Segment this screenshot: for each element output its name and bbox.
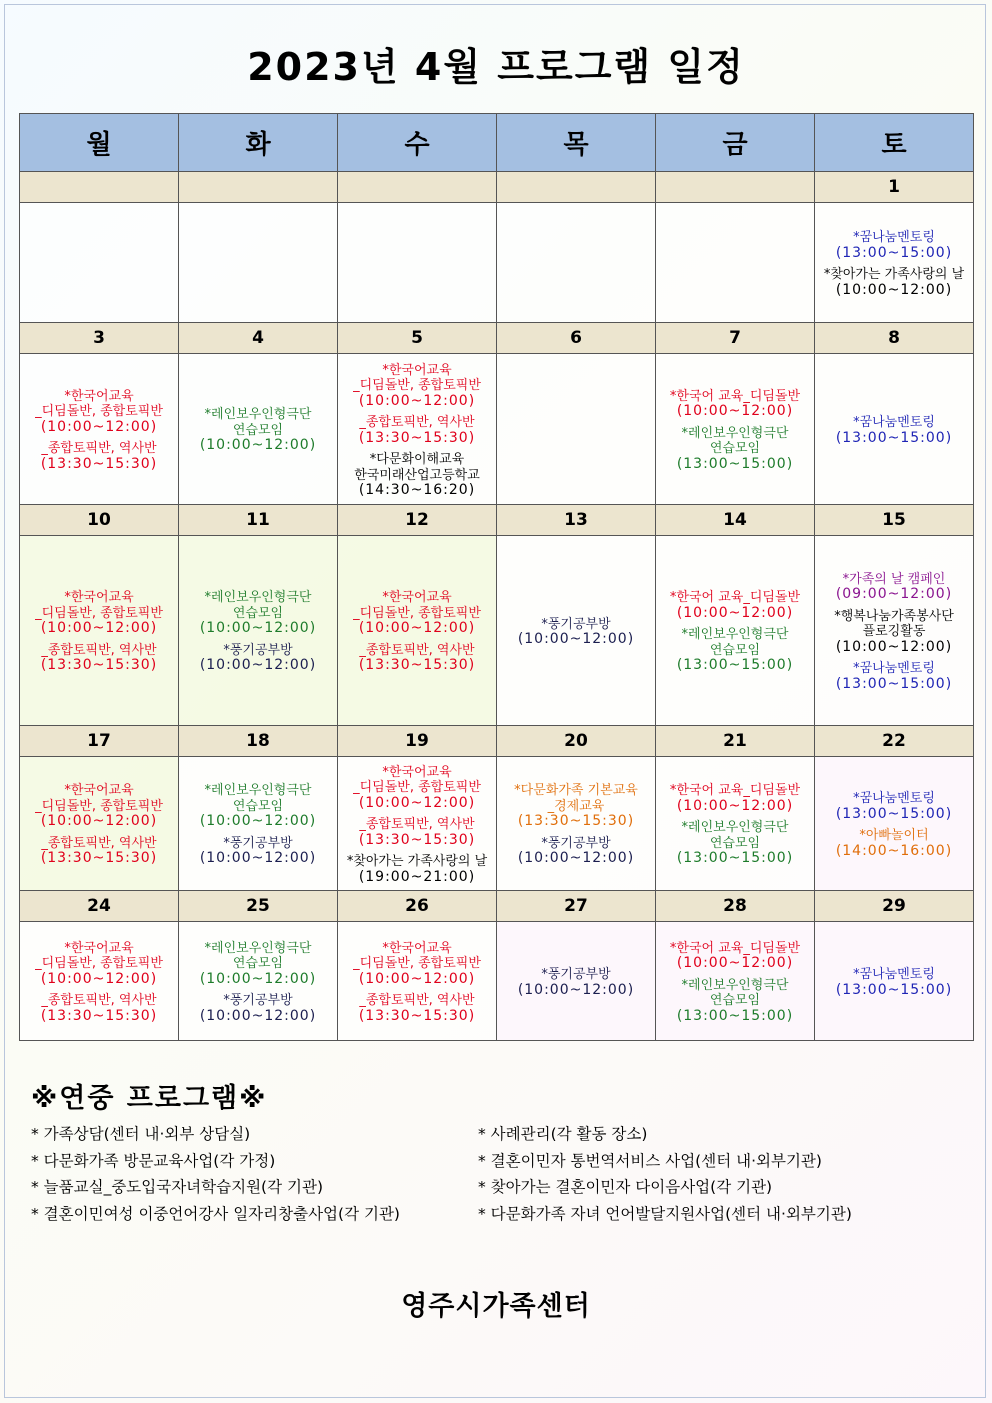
day-cell	[497, 922, 656, 1041]
day-cell	[815, 757, 974, 891]
event-line: (13:30~15:30)	[40, 1007, 158, 1024]
event-line: *풍기공부방	[541, 835, 611, 851]
event-line: _디딤돌반, 종합토픽반	[35, 404, 163, 420]
event-line: _종합토픽반, 역사반	[359, 817, 475, 833]
date-row	[20, 172, 974, 203]
event-line: (13:30~15:30)	[358, 429, 476, 446]
event	[815, 572, 973, 603]
event-line: *한국어 교육_디딤돌반	[669, 783, 801, 799]
event	[338, 452, 496, 499]
event-line: (10:00~12:00)	[358, 392, 476, 409]
weekday-header-fri: 금	[656, 114, 815, 172]
event-line: (10:00~12:00)	[358, 970, 476, 987]
event	[338, 817, 496, 848]
event-line: (10:00~12:00)	[358, 794, 476, 811]
day-cell	[815, 922, 974, 1041]
event-line: 연습모임	[232, 422, 284, 438]
date-number: 14	[656, 505, 815, 536]
date-number	[179, 172, 338, 203]
event-line: *꿈나눔멘토링	[853, 230, 935, 245]
events-row	[20, 757, 974, 891]
year-round-item: * 결혼이민자 통번역서비스 사업(센터 내·외부기관)	[478, 1151, 822, 1170]
event-line: _종합토픽반, 역사반	[359, 993, 475, 1009]
date-number	[497, 172, 656, 203]
event	[656, 627, 814, 674]
event-line: *꿈나눔멘토링	[853, 967, 935, 982]
date-number: 12	[338, 505, 497, 536]
day-cell	[656, 203, 815, 323]
date-number: 7	[656, 323, 815, 354]
event-line: *풍기공부방	[223, 642, 293, 658]
year-round-item: * 사례관리(각 활동 장소)	[478, 1125, 648, 1143]
event	[338, 643, 496, 674]
event-line: (10:00~12:00)	[676, 604, 794, 621]
day-cell	[815, 354, 974, 505]
event-line: (13:30~15:30)	[358, 1007, 476, 1024]
date-row	[20, 323, 974, 354]
event-line: 연습모임	[709, 642, 761, 658]
event	[815, 791, 973, 822]
day-cell	[20, 536, 179, 726]
event-line: _디딤돌반, 종합토픽반	[353, 956, 481, 972]
event-line: *레인보우인형극단	[204, 783, 312, 799]
day-cell	[815, 203, 974, 323]
event	[815, 967, 973, 998]
weekday-header-tue: 화	[179, 114, 338, 172]
day-cell	[179, 922, 338, 1041]
event-line: (13:00~15:00)	[835, 429, 953, 446]
events-row	[20, 203, 974, 323]
date-number: 22	[815, 726, 974, 757]
events-row	[20, 922, 974, 1041]
event-line: (13:00~15:00)	[835, 805, 953, 822]
organization-name: 영주시가족센터	[401, 1291, 591, 1322]
date-number: 6	[497, 323, 656, 354]
year-round-list-left	[31, 1122, 400, 1228]
event-line: *다문화이해교육	[369, 452, 465, 467]
event-line: 플로깅활동	[862, 624, 926, 640]
event-line: (10:00~12:00)	[40, 970, 158, 987]
event-line: (10:00~12:00)	[199, 437, 317, 454]
event-line: *행복나눔가족봉사단	[834, 608, 954, 624]
event-line: *한국어교육	[382, 590, 452, 606]
event	[497, 836, 655, 867]
year-round-item: * 결혼이민여성 이중언어강사 일자리창출사업(각 기관)	[31, 1204, 400, 1223]
event-line: *한국어교육	[64, 590, 134, 606]
event-line: _디딤돌반, 종합토픽반	[35, 798, 163, 814]
event	[179, 407, 337, 454]
weekday-header-thu: 목	[497, 114, 656, 172]
day-cell	[338, 536, 497, 726]
day-cell	[656, 354, 815, 505]
event-line: *찾아가는 가족사랑의 날	[346, 854, 488, 870]
event-line: *한국어 교육_디딤돌반	[669, 388, 801, 404]
events-row	[20, 354, 974, 505]
year-round-title: ※연중 프로그램※	[31, 1083, 268, 1114]
event-line: (14:30~16:20)	[358, 482, 476, 498]
event-line: *풍기공부방	[541, 967, 611, 982]
year-round-item: * 가족상담(센터 내·외부 상담실)	[31, 1125, 251, 1143]
event	[815, 415, 973, 446]
event-line: *꿈나눔멘토링	[853, 661, 935, 677]
event-line: (10:00~12:00)	[517, 631, 635, 647]
event-line: (10:00~12:00)	[199, 813, 317, 830]
event-line: (13:00~15:00)	[676, 657, 794, 674]
day-cell	[656, 757, 815, 891]
day-cell	[20, 922, 179, 1041]
event-line: _종합토픽반, 역사반	[41, 642, 157, 658]
day-cell	[179, 536, 338, 726]
day-cell	[815, 536, 974, 726]
event-line: (13:00~15:00)	[676, 850, 794, 867]
event-line: _종합토픽반, 역사반	[41, 993, 157, 1009]
event-line: 연습모임	[232, 798, 284, 814]
year-round-list-right	[478, 1122, 852, 1228]
date-number: 20	[497, 726, 656, 757]
day-cell	[497, 536, 656, 726]
event-line: _종합토픽반, 역사반	[359, 415, 475, 430]
event-line: *아빠놀이터	[859, 828, 929, 843]
day-cell	[656, 536, 815, 726]
year-round-item: * 다문화가족 방문교육사업(각 가정)	[31, 1151, 276, 1170]
year-round-item: * 다문화가족 자녀 언어발달지원사업(센터 내·외부기관)	[478, 1204, 852, 1223]
event-line: _경제교육	[547, 798, 605, 814]
event-line: _종합토픽반, 역사반	[41, 835, 157, 851]
event	[338, 941, 496, 988]
event-line: _디딤돌반, 종합토픽반	[353, 780, 481, 796]
event-line: *레인보우인형극단	[681, 977, 789, 993]
date-number	[20, 172, 179, 203]
weekday-header-row	[20, 114, 974, 172]
date-number: 27	[497, 891, 656, 922]
event	[815, 828, 973, 859]
event-line: *한국어교육	[64, 940, 134, 956]
date-number: 19	[338, 726, 497, 757]
date-number: 10	[20, 505, 179, 536]
date-number	[338, 172, 497, 203]
event-line: (10:00~12:00)	[676, 797, 794, 814]
event	[497, 617, 655, 648]
day-cell	[179, 203, 338, 323]
event-line: (13:00~15:00)	[835, 981, 953, 998]
event-line: (13:30~15:30)	[40, 657, 158, 674]
event	[20, 836, 178, 867]
event-line: (09:00~12:00)	[835, 586, 953, 603]
event	[815, 267, 973, 298]
date-number: 15	[815, 505, 974, 536]
event	[656, 783, 814, 814]
date-number: 26	[338, 891, 497, 922]
event-line: 한국미래산업고등학교	[354, 467, 480, 483]
weekday-header-wed: 수	[338, 114, 497, 172]
event-line: *한국어교육	[64, 388, 134, 404]
event-line: *레인보우인형극단	[204, 407, 312, 423]
event	[179, 836, 337, 867]
event-line: 연습모임	[232, 956, 284, 972]
event-line: *풍기공부방	[541, 616, 611, 632]
event	[338, 590, 496, 637]
date-row	[20, 891, 974, 922]
date-row	[20, 726, 974, 757]
event	[179, 590, 337, 637]
event	[179, 783, 337, 830]
event-line: (13:30~15:30)	[517, 813, 635, 830]
event-line: (19:00~21:00)	[358, 868, 476, 885]
event-line: (10:00~12:00)	[199, 850, 317, 867]
event-line: (10:00~12:00)	[676, 955, 794, 972]
event-line: (10:00~12:00)	[199, 970, 317, 987]
event-line: _디딤돌반, 종합토픽반	[35, 956, 163, 972]
event	[20, 389, 178, 436]
calendar-table	[19, 113, 974, 1041]
event	[815, 230, 973, 261]
date-number: 28	[656, 891, 815, 922]
event-line: *레인보우인형극단	[681, 425, 789, 441]
event	[656, 820, 814, 867]
event	[656, 389, 814, 420]
event	[20, 783, 178, 830]
event-line: _디딤돌반, 종합토픽반	[353, 378, 481, 393]
date-number: 24	[20, 891, 179, 922]
date-number: 11	[179, 505, 338, 536]
event-line: *풍기공부방	[223, 993, 293, 1009]
event-line: *풍기공부방	[223, 835, 293, 851]
date-number: 29	[815, 891, 974, 922]
date-number: 8	[815, 323, 974, 354]
event-line: *한국어교육	[64, 783, 134, 799]
event-line: *한국어교육	[382, 764, 452, 780]
day-cell	[179, 757, 338, 891]
event-line: _종합토픽반, 역사반	[41, 441, 157, 457]
date-number: 13	[497, 505, 656, 536]
event	[656, 978, 814, 1025]
event-line: (13:00~15:00)	[676, 1007, 794, 1024]
event	[815, 609, 973, 656]
event	[656, 590, 814, 621]
event-line: (10:00~12:00)	[676, 403, 794, 420]
event-line: (10:00~12:00)	[835, 281, 953, 298]
event	[656, 941, 814, 972]
event	[179, 941, 337, 988]
event-line: (10:00~12:00)	[517, 850, 635, 867]
event-line: (13:30~15:30)	[40, 850, 158, 867]
day-cell	[20, 757, 179, 891]
date-number: 21	[656, 726, 815, 757]
event-line: (10:00~12:00)	[199, 1007, 317, 1024]
event-line: _종합토픽반, 역사반	[359, 642, 475, 658]
date-number: 1	[815, 172, 974, 203]
calendar-body	[20, 172, 974, 1041]
event-line: *한국어교육	[382, 362, 452, 378]
event-line: 연습모임	[232, 605, 284, 621]
date-number: 4	[179, 323, 338, 354]
day-cell	[338, 354, 497, 505]
event-line: *레인보우인형극단	[204, 590, 312, 606]
event	[20, 993, 178, 1024]
day-cell	[179, 354, 338, 505]
day-cell	[338, 757, 497, 891]
event-line: (13:30~15:30)	[358, 831, 476, 848]
event-line: *가족의 날 캠페인	[842, 571, 946, 587]
event-line: (10:00~12:00)	[40, 620, 158, 637]
event	[497, 967, 655, 998]
event-line: *한국어교육	[382, 940, 452, 956]
weekday-header-mon: 월	[20, 114, 179, 172]
event-line: 연습모임	[709, 441, 761, 457]
event-line: (14:00~16:00)	[835, 842, 953, 859]
event-line: 연습모임	[709, 835, 761, 851]
event	[338, 854, 496, 885]
event-line: *다문화가족 기본교육	[514, 783, 638, 799]
date-number: 17	[20, 726, 179, 757]
event	[338, 415, 496, 446]
event	[338, 993, 496, 1024]
year-round-item: * 늘품교실_중도입국자녀학습지원(각 기관)	[31, 1178, 323, 1196]
event	[20, 441, 178, 472]
event-line: *꿈나눔멘토링	[853, 415, 935, 430]
day-cell	[20, 354, 179, 505]
event	[20, 941, 178, 988]
day-cell	[497, 203, 656, 323]
event-line: (10:00~12:00)	[40, 813, 158, 830]
event-line: *레인보우인형극단	[681, 627, 789, 643]
event	[815, 661, 973, 692]
event	[20, 643, 178, 674]
event-line: (10:00~12:00)	[199, 620, 317, 637]
date-number: 25	[179, 891, 338, 922]
event-line: 연습모임	[709, 993, 761, 1009]
event-line: (13:30~15:30)	[358, 657, 476, 674]
day-cell	[338, 922, 497, 1041]
event	[338, 363, 496, 410]
day-cell	[338, 203, 497, 323]
event-line: (13:30~15:30)	[40, 455, 158, 472]
event-line: *레인보우인형극단	[204, 940, 312, 956]
event-line: (13:00~15:00)	[835, 244, 953, 261]
event-line: *꿈나눔멘토링	[853, 791, 935, 806]
event-line: (10:00~12:00)	[517, 981, 635, 998]
event	[656, 426, 814, 473]
date-number: 18	[179, 726, 338, 757]
page-title: 2023년 4월 프로그램 일정	[247, 45, 745, 89]
year-round-item: * 찾아가는 결혼이민자 다이음사업(각 기관)	[478, 1178, 773, 1196]
event-line: (13:00~15:00)	[835, 675, 953, 692]
day-cell	[656, 922, 815, 1041]
date-number: 5	[338, 323, 497, 354]
event-line: (10:00~12:00)	[358, 620, 476, 637]
events-row	[20, 536, 974, 726]
day-cell	[20, 203, 179, 323]
event-line: *찾아가는 가족사랑의 날	[823, 267, 965, 282]
event-line: (13:00~15:00)	[676, 455, 794, 472]
day-cell	[497, 354, 656, 505]
weekday-header-sat: 토	[815, 114, 974, 172]
event-line: (10:00~12:00)	[835, 638, 953, 655]
event-line: *레인보우인형극단	[681, 820, 789, 836]
day-cell	[497, 757, 656, 891]
event	[20, 590, 178, 637]
date-number	[656, 172, 815, 203]
event	[497, 783, 655, 830]
date-number: 3	[20, 323, 179, 354]
event	[338, 765, 496, 812]
event-line: (10:00~12:00)	[199, 657, 317, 674]
event	[179, 643, 337, 674]
date-row	[20, 505, 974, 536]
event-line: (10:00~12:00)	[40, 418, 158, 435]
event-line: _디딤돌반, 종합토픽반	[353, 605, 481, 621]
event-line: _디딤돌반, 종합토픽반	[35, 605, 163, 621]
event-line: *한국어 교육_디딤돌반	[669, 590, 801, 606]
event	[179, 993, 337, 1024]
event-line: *한국어 교육_디딤돌반	[669, 940, 801, 956]
